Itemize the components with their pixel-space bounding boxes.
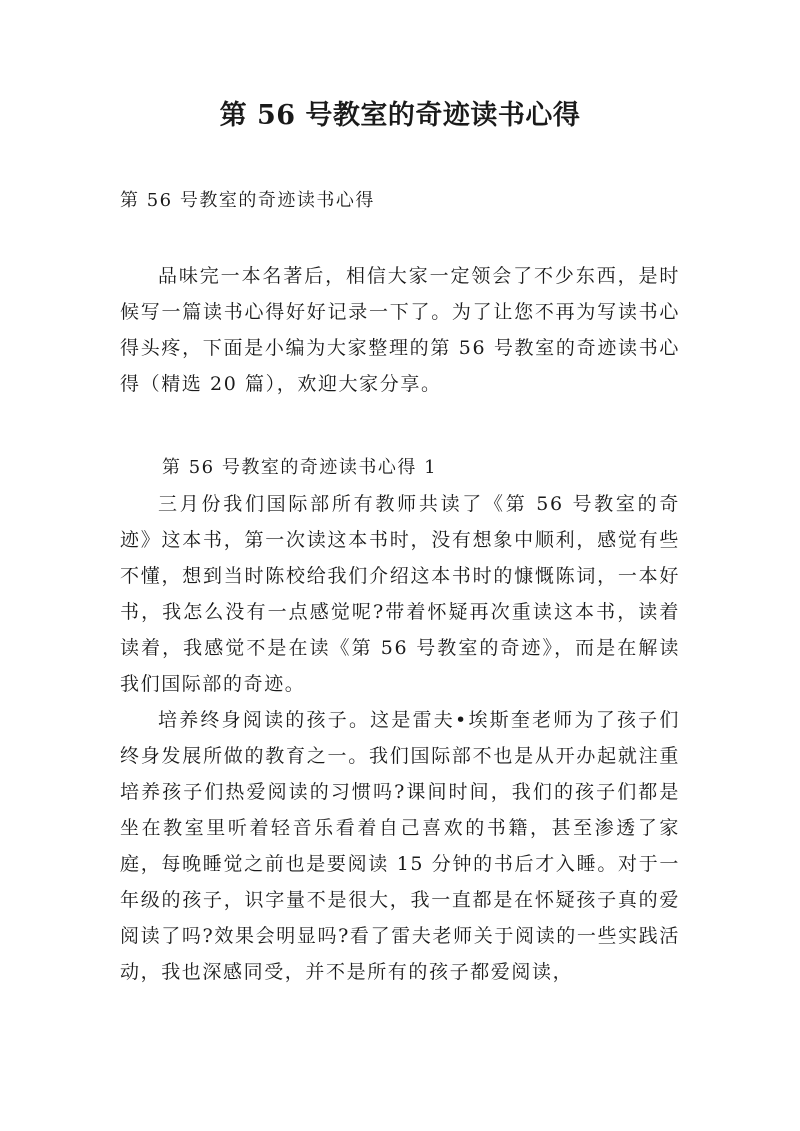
document-title: 第 56 号教室的奇迹读书心得	[219, 100, 581, 131]
intro-paragraph: 品味完一本名著后，相信大家一定领会了不少东西，是时候写一篇读书心得好好记录一下了。为了让您不再为写读书心得头疼，下面是小编为大家整理的第 56 号教室的奇迹读书心得（精选 20 篇），欢迎大家分享。	[120, 265, 680, 395]
document-subtitle: 第 56 号教室的奇迹读书心得	[120, 190, 375, 211]
body-paragraph: 培养终身阅读的孩子。这是雷夫•埃斯奎老师为了孩子们终身发展所做的教育之一。我们国际部不也是从开办起就注重培养孩子们热爱阅读的习惯吗?课间时间，我们的孩子们都是坐在教室里听着轻音乐看着自己喜欢的书籍，甚至渗透了家庭，每晚睡觉之前也是要阅读 15 分钟的书后才入睡。对于一年级的孩子，识字量不是很大，我一直都是在怀疑孩子真的爱阅读了吗?效果会明显吗?看了雷夫老师关于阅读的一些实践活动，我也深感同受，并不是所有的孩子都爱阅读，	[120, 709, 680, 983]
body-paragraph: 三月份我们国际部所有教师共读了《第 56 号教室的奇迹》这本书，第一次读这本书时，没有想象中顺利，感觉有些不懂，想到当时陈校给我们介绍这本书时的慷慨陈词，一本好书，我怎么没有一点感觉呢?带着怀疑再次重读这本书，读着读着，我感觉不是在读《第 56 号教室的奇迹》，而是在解读我们国际部的奇迹。	[120, 493, 680, 695]
section-heading: 第 56 号教室的奇迹读书心得 1	[162, 457, 438, 478]
